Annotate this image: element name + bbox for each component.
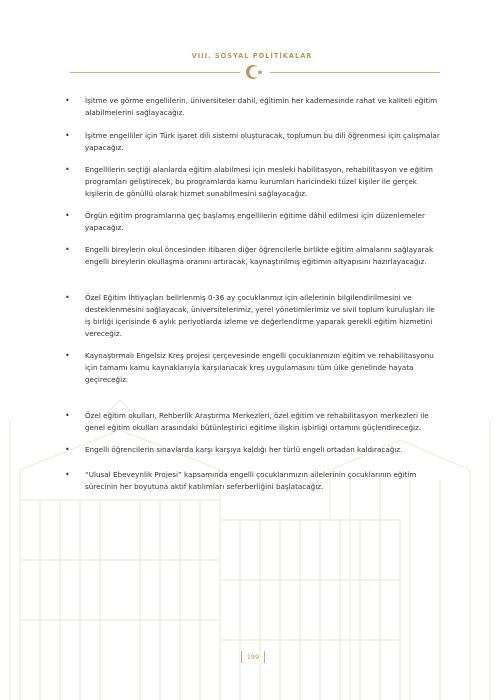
bullet-icon: • bbox=[65, 131, 70, 140]
list-item-text: Özel Eğitim İhtiyaçları belirlenmiş 0-36 ay çocuklarımız için ailelerinin bilgilendirilmesini ve desteklenmesini sağlayacak, üniversitelerimiz, yerel yönetimlerimiz ve sivil toplum kuruluşları ile iş birliği içerisinde 6 aylık periyotlarda izleme ve değerlendirme yaparak gerekli eğitim hizmetini vereceğiz. bbox=[85, 293, 435, 338]
list-item-text: Kaynaştırmalı Engelsiz Kreş projesi çerçevesinde engelli çocuklarımızın eğitim ve rehabilitasyonu için tamamı kamu kaynaklarıyla karşılanacak kreş uygulamasını tüm ülke genelinde hayata geçireceğiz. bbox=[85, 351, 434, 384]
list-item bbox=[65, 210, 440, 234]
bullet-icon: • bbox=[65, 293, 70, 302]
bullet-icon: • bbox=[65, 351, 70, 360]
list-item bbox=[65, 292, 440, 340]
list-item bbox=[65, 164, 440, 200]
list-item bbox=[65, 410, 440, 434]
list-item bbox=[65, 95, 440, 119]
list-item-text: Engelli öğrencilerin sınavlarda karşı karşıya kaldığı her türlü engeli ortadan kaldıracağız. bbox=[85, 445, 403, 454]
list-item bbox=[65, 350, 440, 386]
list-item bbox=[65, 130, 440, 154]
bullet-icon: • bbox=[65, 165, 70, 174]
list-item bbox=[65, 244, 440, 268]
page-number: 199 bbox=[241, 651, 265, 663]
bullet-icon: • bbox=[65, 470, 70, 479]
bullet-icon: • bbox=[65, 211, 70, 220]
bullet-icon: • bbox=[65, 96, 70, 105]
list-item-text: Engelli bireylerin okul öncesinden itibaren diğer öğrencilerle birlikte eğitim almalarını sağlayarak engelli bireylerin okullaşma oranını artıracak, kaynaştırılmış eğitimin altyapısını hazırlayacağız. bbox=[85, 245, 434, 266]
list-item bbox=[65, 469, 440, 493]
bullet-icon: • bbox=[65, 411, 70, 420]
list-item-text: Engellilerin seçtiği alanlarda eğitim alabilmesi için mesleki habilitasyon, rehabilitasyon ve eğitim programları geliştirecek, bu programlarda kamu kurumları haricindeki tüzel kişiler ile gerçek kişilerin de gönüllü olarak hizmet sunabilmesini sağlayacağız. bbox=[85, 165, 433, 198]
list-item-text: İşitme ve görme engellilerin, üniversiteler dahil, eğitimin her kademesinde rahat ve kaliteli eğitim alabilmelerini sağlayacağız. bbox=[85, 96, 438, 117]
list-item-text: “Ulusal Ebeveynlik Projesi” kapsamında engelli çocuklarımızın ailelerinin çocuklarının eğitim sürecinin her boyutuna aktif katılımları seferberliğini başlatacağız. bbox=[85, 470, 417, 491]
header-divider-right bbox=[270, 72, 440, 73]
list-item-text: İşitme engelliler için Türk işaret dili sistemi oluşturacak, toplumun bu dili öğrenmesi için çalışmalar yapacağız. bbox=[85, 131, 440, 152]
bullet-icon: • bbox=[65, 445, 70, 454]
list-item-text: Özel eğitim okulları, Rehberlik Araştırma Merkezleri, özel eğitim ve rehabilitasyon merkezleri ile genel eğitim okulları arasındaki bütünleştirici eğitime ilişkin işbirliği ortamını güçlendireceğiz. bbox=[85, 411, 429, 432]
list-item bbox=[65, 444, 440, 456]
list-item-text: Örgün eğitim programlarına geç başlamış engellilerin eğitime dâhil edilmesi için düzenlemeler yapacağız. bbox=[85, 211, 425, 232]
crescent-star-icon bbox=[244, 62, 266, 82]
header-divider-left bbox=[70, 72, 240, 73]
section-title: VIII. SOSYAL POLİTİKALAR bbox=[191, 52, 313, 60]
bullet-icon: • bbox=[65, 245, 70, 254]
